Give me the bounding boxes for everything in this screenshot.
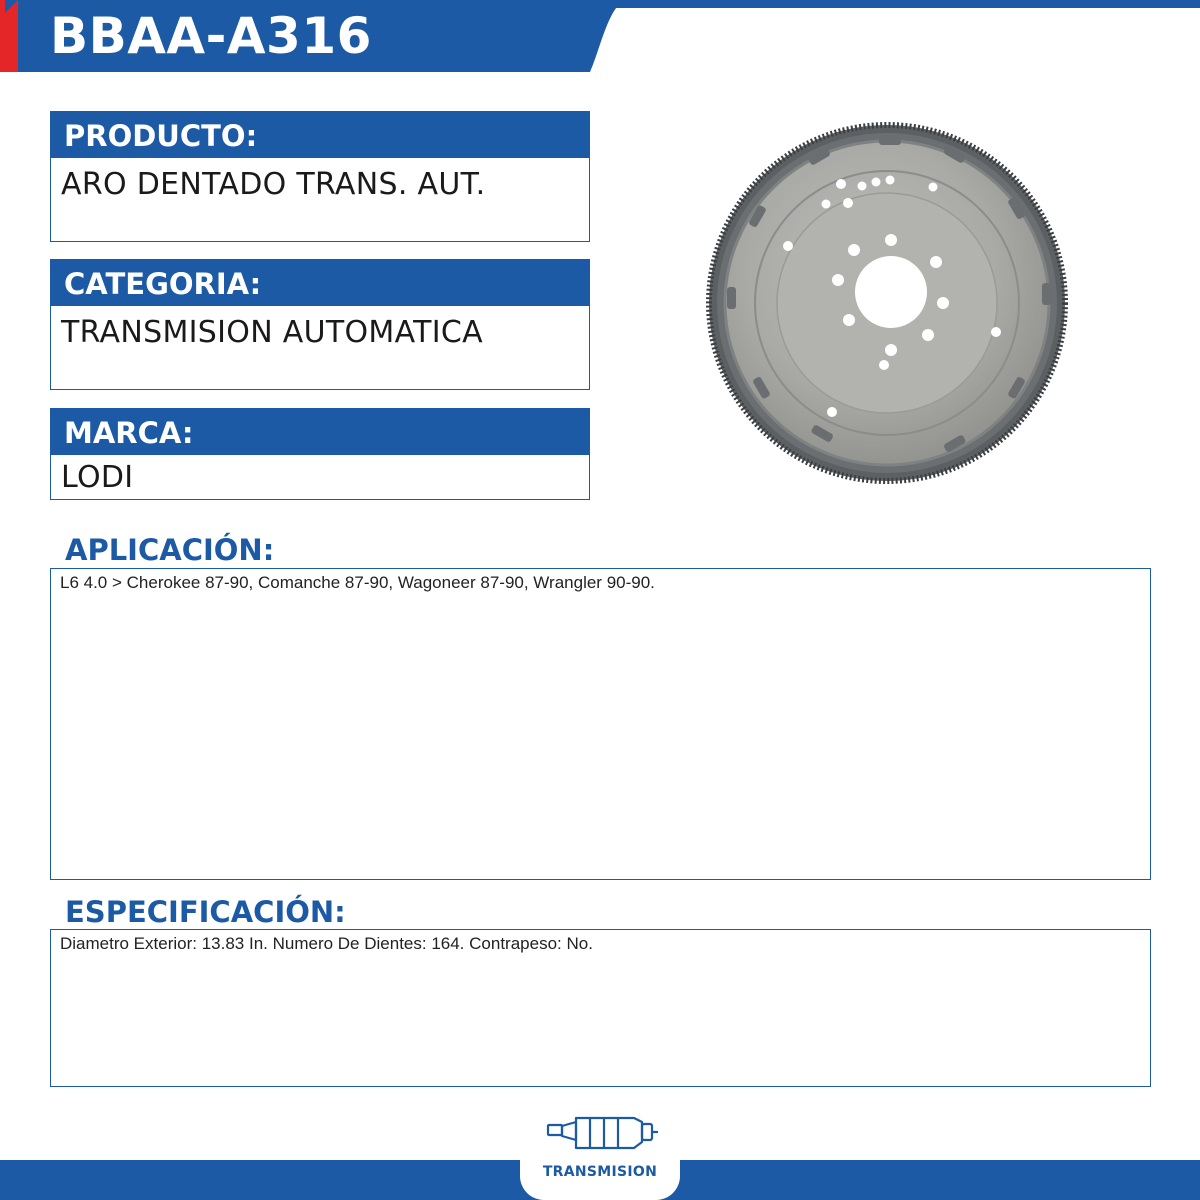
application-box (50, 568, 1151, 880)
flexplate-image (706, 122, 1068, 484)
category-field (50, 259, 590, 390)
category-label: CATEGORIA: (51, 260, 589, 306)
brand-label: MARCA: (51, 409, 589, 455)
product-field (50, 111, 590, 242)
brand-field (50, 408, 590, 500)
product-label: PRODUCTO: (51, 112, 589, 158)
brand-value: LODI (61, 460, 134, 495)
application-title: APLICACIÓN: (65, 533, 275, 567)
category-value: TRANSMISION AUTOMATICA (61, 315, 483, 350)
transmission-icon (542, 1110, 660, 1156)
product-value: ARO DENTADO TRANS. AUT. (61, 167, 486, 202)
specification-text: Diametro Exterior: 13.83 In. Numero De Dientes: 164. Contrapeso: No. (60, 934, 593, 953)
product-code-title: BBAA-A316 (50, 7, 372, 65)
footer-category-label: TRANSMISION (542, 1164, 658, 1180)
application-text: L6 4.0 > Cherokee 87-90, Comanche 87-90, Wagoneer 87-90, Wrangler 90-90. (60, 573, 655, 592)
specification-box (50, 929, 1151, 1087)
specification-title: ESPECIFICACIÓN: (65, 895, 346, 929)
